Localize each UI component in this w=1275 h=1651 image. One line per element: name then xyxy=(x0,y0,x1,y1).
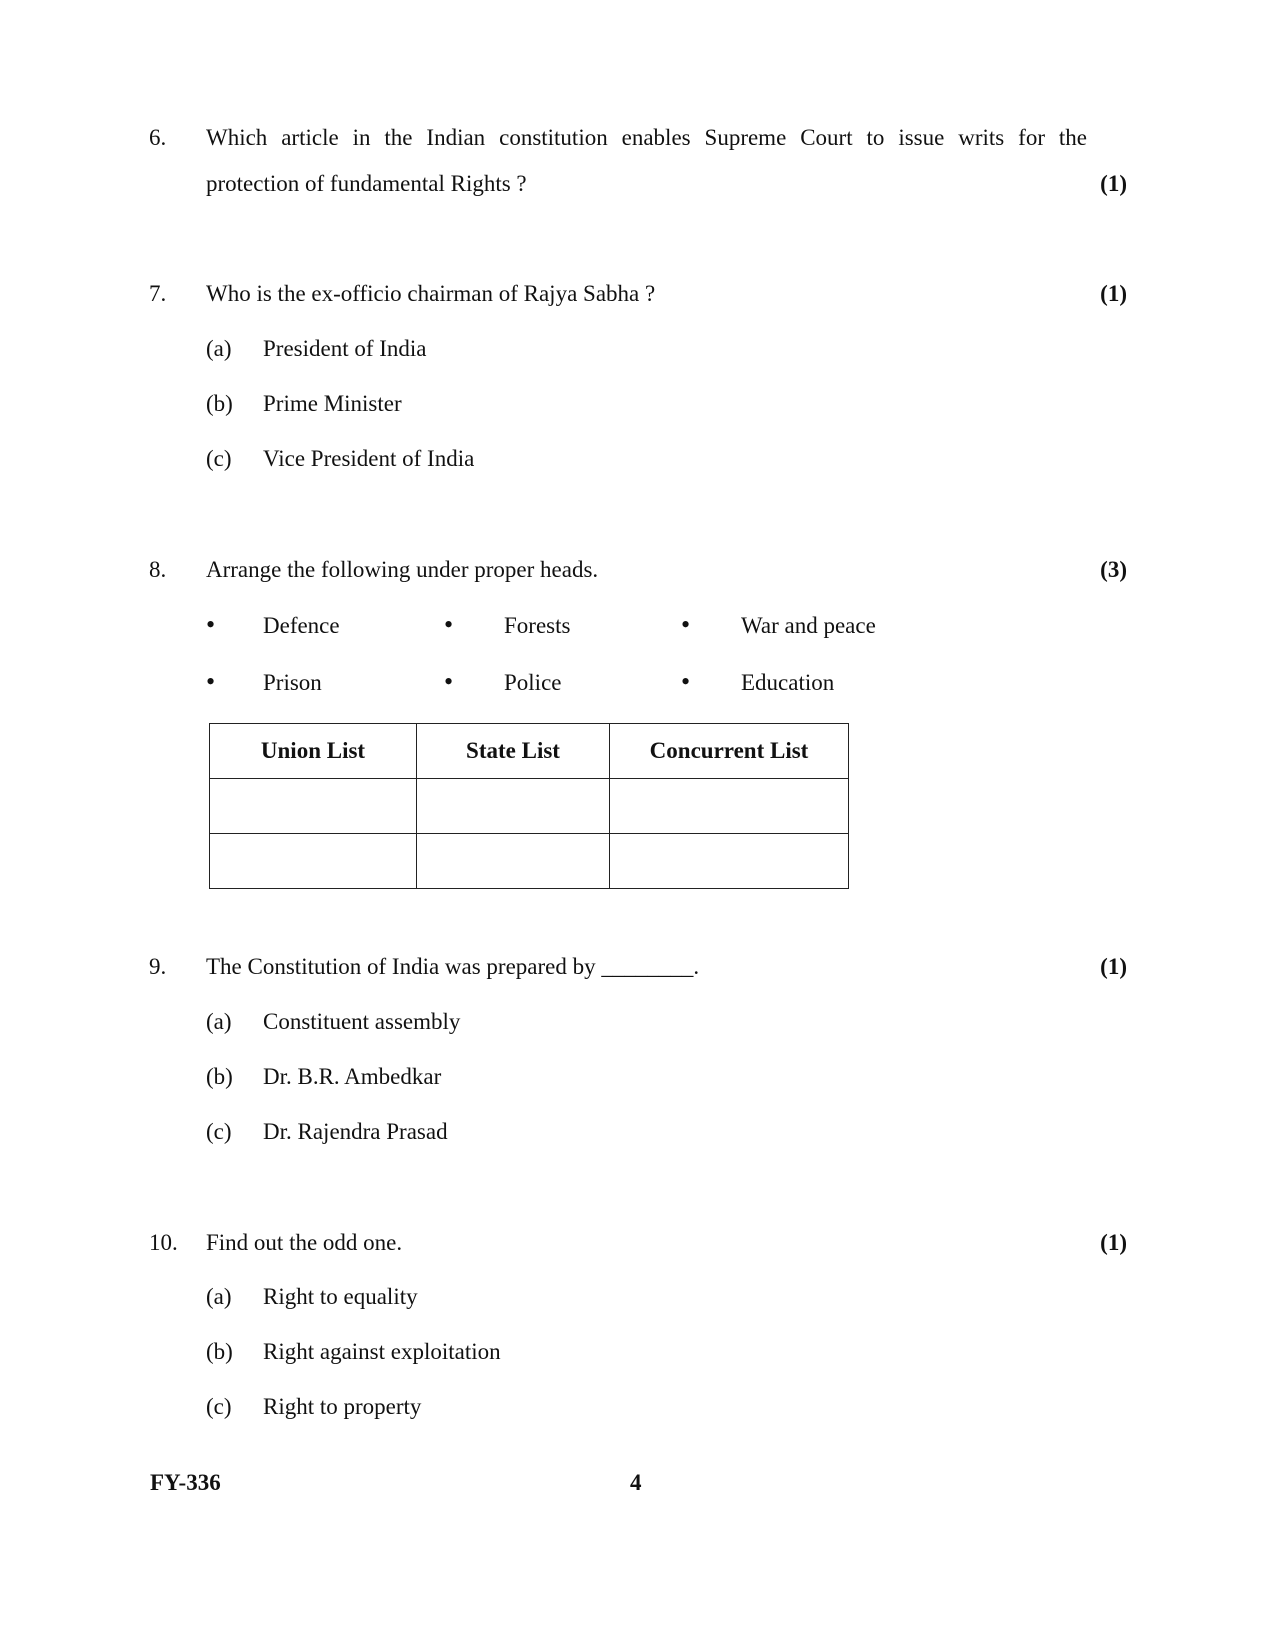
question-7-option-a-text: President of India xyxy=(263,336,427,361)
question-9-number: 9. xyxy=(149,954,167,979)
question-6-text-line1: Which article in the Indian constitution enables Supreme Court to issue writs for the xyxy=(206,125,1087,150)
header-concurrent-list: Concurrent List xyxy=(610,724,849,779)
table-row xyxy=(210,834,849,889)
question-8-number: 8. xyxy=(149,557,167,582)
question-10-text: Find out the odd one. xyxy=(206,1230,403,1255)
question-9-option-a-text: Constituent assembly xyxy=(263,1009,461,1034)
answer-cell[interactable] xyxy=(417,834,610,889)
answer-cell[interactable] xyxy=(610,779,849,834)
question-10-option-b-label: (b) xyxy=(206,1339,233,1364)
question-7-number: 7. xyxy=(149,281,167,306)
table-row xyxy=(210,779,849,834)
question-10-number: 10. xyxy=(149,1230,178,1255)
answer-cell[interactable] xyxy=(610,834,849,889)
question-10-option-b-text: Right against exploitation xyxy=(263,1339,501,1364)
question-7-option-b-text: Prime Minister xyxy=(263,391,402,416)
question-9-option-c-text: Dr. Rajendra Prasad xyxy=(263,1119,448,1144)
question-7-option-c-text: Vice President of India xyxy=(263,446,475,471)
question-7-text: Who is the ex-officio chairman of Rajya Sabha ? xyxy=(206,281,656,306)
bullet-icon: • xyxy=(681,667,691,696)
question-7-marks: (1) xyxy=(1100,281,1127,306)
item-education: Education xyxy=(741,670,835,695)
answer-cell[interactable] xyxy=(210,779,417,834)
question-10-option-c-text: Right to property xyxy=(263,1394,422,1419)
question-10-option-a-label: (a) xyxy=(206,1284,232,1309)
question-9-text: The Constitution of India was prepared by ________. xyxy=(206,954,700,979)
bullet-icon: • xyxy=(681,610,691,639)
bullet-icon: • xyxy=(206,667,216,696)
lists-table xyxy=(209,723,849,889)
footer-paper-code: FY-336 xyxy=(150,1470,221,1495)
header-state-list: State List xyxy=(417,724,610,779)
question-7-option-a-label: (a) xyxy=(206,336,232,361)
item-prison: Prison xyxy=(263,670,322,695)
question-9-option-c-label: (c) xyxy=(206,1119,232,1144)
question-9-option-a-label: (a) xyxy=(206,1009,232,1034)
question-10-marks: (1) xyxy=(1100,1230,1127,1255)
question-6-text-line2: protection of fundamental Rights ? xyxy=(206,171,527,196)
question-9-option-b-label: (b) xyxy=(206,1064,233,1089)
bullet-icon: • xyxy=(444,610,454,639)
question-8-text: Arrange the following under proper heads. xyxy=(206,557,599,582)
bullet-icon: • xyxy=(206,610,216,639)
question-8-marks: (3) xyxy=(1100,557,1127,582)
question-6-marks: (1) xyxy=(1100,171,1127,196)
question-7-option-b-label: (b) xyxy=(206,391,233,416)
table-header-row xyxy=(210,724,849,779)
item-forests: Forests xyxy=(504,613,571,638)
bullet-icon: • xyxy=(444,667,454,696)
answer-cell[interactable] xyxy=(210,834,417,889)
question-9-option-b-text: Dr. B.R. Ambedkar xyxy=(263,1064,442,1089)
item-war-and-peace: War and peace xyxy=(741,613,876,638)
question-10-option-c-label: (c) xyxy=(206,1394,232,1419)
question-6-number: 6. xyxy=(149,125,167,150)
header-union-list: Union List xyxy=(210,724,417,779)
item-police: Police xyxy=(504,670,562,695)
answer-cell[interactable] xyxy=(417,779,610,834)
footer-page-number: 4 xyxy=(630,1470,642,1495)
question-7-option-c-label: (c) xyxy=(206,446,232,471)
item-defence: Defence xyxy=(263,613,340,638)
question-10-option-a-text: Right to equality xyxy=(263,1284,418,1309)
question-9-marks: (1) xyxy=(1100,954,1127,979)
